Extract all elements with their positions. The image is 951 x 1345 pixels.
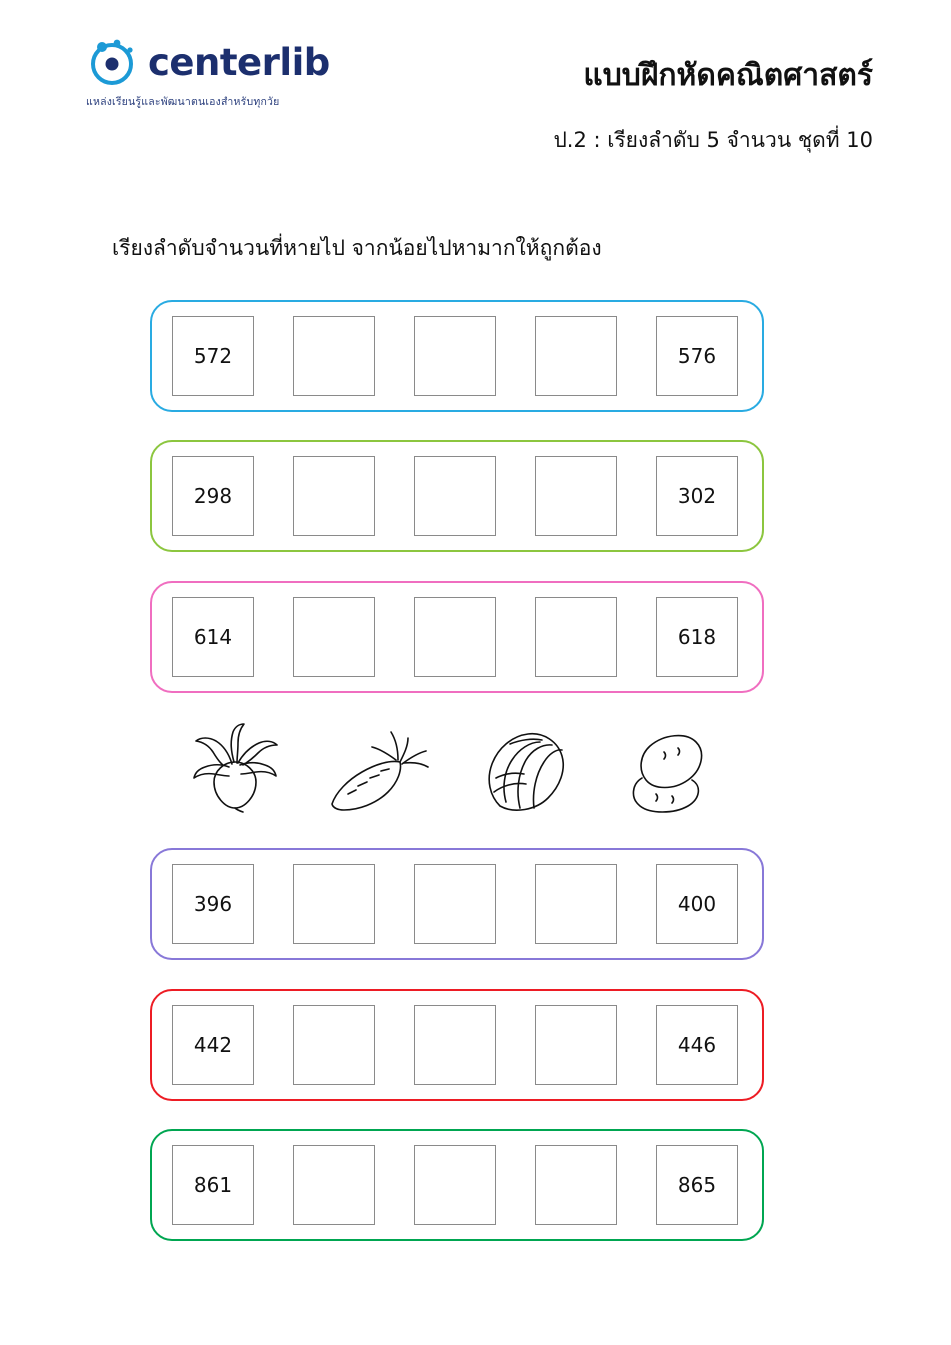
number-box: 302	[656, 456, 738, 536]
answer-box-empty[interactable]	[293, 597, 375, 677]
sequence-row	[150, 848, 764, 960]
sequence-row	[150, 300, 764, 412]
answer-box-empty[interactable]	[414, 597, 496, 677]
cabbage-icon	[470, 722, 588, 814]
number-box: 396	[172, 864, 254, 944]
number-box: 865	[656, 1145, 738, 1225]
number-box: 614	[172, 597, 254, 677]
number-box: 400	[656, 864, 738, 944]
page-subtitle: ป.2 : เรียงลำดับ 5 จำนวน ชุดที่ 10	[553, 128, 873, 152]
carrot-icon	[318, 722, 436, 814]
answer-box-empty[interactable]	[414, 456, 496, 536]
answer-box-empty[interactable]	[293, 1145, 375, 1225]
number-box: 618	[656, 597, 738, 677]
answer-box-empty[interactable]	[535, 456, 617, 536]
logo-wordmark: centerlib	[148, 40, 330, 84]
answer-box-empty[interactable]	[414, 1145, 496, 1225]
answer-box-empty[interactable]	[293, 864, 375, 944]
brand-logo	[86, 36, 346, 110]
number-box: 576	[656, 316, 738, 396]
centerlib-logo-icon	[86, 36, 138, 88]
instruction-text: เรียงลำดับจำนวนที่หายไป จากน้อยไปหามากให้ถูกต้อง	[112, 236, 602, 260]
number-box: 442	[172, 1005, 254, 1085]
number-box: 298	[172, 456, 254, 536]
answer-box-empty[interactable]	[293, 1005, 375, 1085]
potato-icon	[620, 722, 730, 814]
page-header	[0, 0, 951, 170]
answer-box-empty[interactable]	[414, 864, 496, 944]
answer-box-empty[interactable]	[535, 864, 617, 944]
answer-box-empty[interactable]	[293, 316, 375, 396]
answer-box-empty[interactable]	[535, 597, 617, 677]
answer-box-empty[interactable]	[535, 1145, 617, 1225]
number-box: 861	[172, 1145, 254, 1225]
answer-box-empty[interactable]	[414, 316, 496, 396]
page-title: แบบฝึกหัดคณิตศาสตร์	[583, 58, 873, 93]
logo-tagline: แหล่งเรียนรู้และพัฒนาตนเองสำหรับทุกวัย	[86, 96, 280, 108]
number-box: 572	[172, 316, 254, 396]
number-box: 446	[656, 1005, 738, 1085]
sequence-row	[150, 581, 764, 693]
sequence-row	[150, 440, 764, 552]
vegetable-decoration-strip	[150, 722, 764, 822]
answer-box-empty[interactable]	[535, 316, 617, 396]
beet-icon	[180, 722, 290, 814]
answer-box-empty[interactable]	[414, 1005, 496, 1085]
answer-box-empty[interactable]	[293, 456, 375, 536]
sequence-row	[150, 989, 764, 1101]
answer-box-empty[interactable]	[535, 1005, 617, 1085]
sequence-row	[150, 1129, 764, 1241]
